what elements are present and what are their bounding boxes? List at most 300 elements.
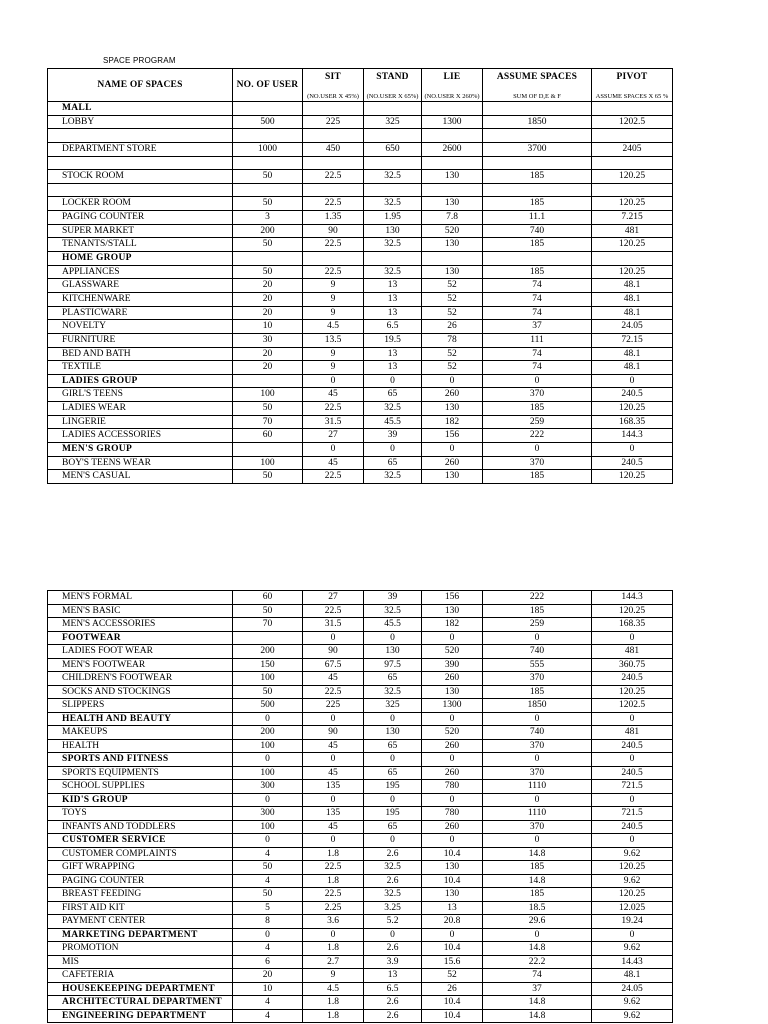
sit-cell: 0 bbox=[303, 375, 364, 389]
space-name-cell: ARCHITECTURAL DEPARTMENT bbox=[47, 996, 233, 1010]
table-row bbox=[47, 457, 673, 471]
assume-spaces-cell: 370 bbox=[483, 672, 592, 686]
assume-spaces-cell: 74 bbox=[483, 969, 592, 983]
sit-cell: 0 bbox=[303, 713, 364, 727]
stand-cell: 32.5 bbox=[364, 470, 422, 484]
assume-spaces-cell: 1850 bbox=[483, 116, 592, 130]
no-of-user-cell: 5 bbox=[233, 902, 303, 916]
table-row bbox=[47, 740, 673, 754]
no-of-user-cell: 200 bbox=[233, 726, 303, 740]
assume-spaces-cell bbox=[483, 129, 592, 143]
lie-cell: 10.4 bbox=[422, 996, 483, 1010]
sit-cell: 9 bbox=[303, 348, 364, 362]
no-of-user-cell: 100 bbox=[233, 767, 303, 781]
no-of-user-cell: 50 bbox=[233, 470, 303, 484]
header-assume-formula: SUM OF D,E & F bbox=[513, 93, 561, 100]
table-row bbox=[47, 170, 673, 184]
lie-cell: 520 bbox=[422, 726, 483, 740]
space-name-cell: MAKEUPS bbox=[47, 726, 233, 740]
space-name-cell: PAGING COUNTER bbox=[47, 875, 233, 889]
space-name-cell: GLASSWARE bbox=[47, 279, 233, 293]
stand-cell: 13 bbox=[364, 348, 422, 362]
pivot-cell: 0 bbox=[592, 713, 673, 727]
space-name-cell: LADIES GROUP bbox=[47, 375, 233, 389]
no-of-user-cell: 20 bbox=[233, 348, 303, 362]
space-name-cell: HOUSEKEEPING DEPARTMENT bbox=[47, 983, 233, 997]
no-of-user-cell: 500 bbox=[233, 699, 303, 713]
space-name-cell: TOYS bbox=[47, 807, 233, 821]
lie-cell: 0 bbox=[422, 713, 483, 727]
header-assume-spaces bbox=[483, 69, 592, 101]
space-name-cell: SCHOOL SUPPLIES bbox=[47, 780, 233, 794]
stand-cell: 0 bbox=[364, 375, 422, 389]
assume-spaces-cell: 74 bbox=[483, 307, 592, 321]
lie-cell: 0 bbox=[422, 834, 483, 848]
no-of-user-cell: 150 bbox=[233, 659, 303, 673]
lie-cell: 130 bbox=[422, 861, 483, 875]
sit-cell: 22.5 bbox=[303, 686, 364, 700]
stand-cell: 6.5 bbox=[364, 983, 422, 997]
sit-cell: 135 bbox=[303, 780, 364, 794]
lie-cell: 1300 bbox=[422, 699, 483, 713]
page-title: SPACE PROGRAM bbox=[103, 56, 176, 65]
lie-cell: 26 bbox=[422, 983, 483, 997]
lie-cell bbox=[422, 102, 483, 116]
lie-cell: 2600 bbox=[422, 143, 483, 157]
table-row bbox=[47, 416, 673, 430]
assume-spaces-cell: 0 bbox=[483, 834, 592, 848]
stand-cell: 2.6 bbox=[364, 875, 422, 889]
no-of-user-cell bbox=[233, 184, 303, 198]
no-of-user-cell: 70 bbox=[233, 618, 303, 632]
pivot-cell: 120.25 bbox=[592, 266, 673, 280]
assume-spaces-cell: 0 bbox=[483, 713, 592, 727]
space-name-cell: GIRL'S TEENS bbox=[47, 388, 233, 402]
no-of-user-cell: 50 bbox=[233, 402, 303, 416]
no-of-user-cell: 10 bbox=[233, 320, 303, 334]
pivot-cell: 721.5 bbox=[592, 807, 673, 821]
pivot-cell: 240.5 bbox=[592, 740, 673, 754]
stand-cell: 1.95 bbox=[364, 211, 422, 225]
lie-cell: 130 bbox=[422, 686, 483, 700]
space-name-cell: CHILDREN'S FOOTWEAR bbox=[47, 672, 233, 686]
space-name-cell: TEXTILE bbox=[47, 361, 233, 375]
space-name-cell: MEN'S GROUP bbox=[47, 443, 233, 457]
assume-spaces-cell: 14.8 bbox=[483, 848, 592, 862]
group-heading-row bbox=[47, 929, 673, 943]
pivot-cell: 48.1 bbox=[592, 307, 673, 321]
header-users-label: NO. OF USER bbox=[236, 80, 299, 90]
assume-spaces-cell: 14.8 bbox=[483, 1010, 592, 1024]
space-name-cell: SPORTS EQUIPMENTS bbox=[47, 767, 233, 781]
no-of-user-cell: 100 bbox=[233, 388, 303, 402]
sit-cell: 9 bbox=[303, 969, 364, 983]
sit-cell bbox=[303, 157, 364, 171]
table-row bbox=[47, 348, 673, 362]
pivot-cell: 120.25 bbox=[592, 238, 673, 252]
stand-cell bbox=[364, 129, 422, 143]
stand-cell: 65 bbox=[364, 821, 422, 835]
assume-spaces-cell: 0 bbox=[483, 794, 592, 808]
header-lie bbox=[422, 69, 483, 101]
assume-spaces-cell: 370 bbox=[483, 457, 592, 471]
sit-cell: 1.8 bbox=[303, 1010, 364, 1024]
assume-spaces-cell: 185 bbox=[483, 170, 592, 184]
pivot-cell: 0 bbox=[592, 375, 673, 389]
lie-cell: 182 bbox=[422, 416, 483, 430]
header-sit-formula: (NO.USER X 45%) bbox=[307, 93, 359, 100]
lie-cell: 0 bbox=[422, 753, 483, 767]
table-row bbox=[47, 672, 673, 686]
assume-spaces-cell: 740 bbox=[483, 726, 592, 740]
stand-cell bbox=[364, 157, 422, 171]
pivot-cell: 1202.5 bbox=[592, 116, 673, 130]
stand-cell: 650 bbox=[364, 143, 422, 157]
pivot-cell: 9.62 bbox=[592, 1010, 673, 1024]
sit-cell: 9 bbox=[303, 279, 364, 293]
lie-cell: 390 bbox=[422, 659, 483, 673]
table-row bbox=[47, 429, 673, 443]
table-row bbox=[47, 902, 673, 916]
table-row bbox=[47, 767, 673, 781]
lie-cell: 130 bbox=[422, 605, 483, 619]
pivot-cell bbox=[592, 252, 673, 266]
no-of-user-cell: 60 bbox=[233, 429, 303, 443]
stand-cell: 0 bbox=[364, 794, 422, 808]
lie-cell: 52 bbox=[422, 293, 483, 307]
lie-cell: 130 bbox=[422, 470, 483, 484]
sit-cell bbox=[303, 129, 364, 143]
assume-spaces-cell: 74 bbox=[483, 279, 592, 293]
lie-cell: 130 bbox=[422, 266, 483, 280]
stand-cell: 39 bbox=[364, 429, 422, 443]
stand-cell: 13 bbox=[364, 361, 422, 375]
lie-cell: 10.4 bbox=[422, 1010, 483, 1024]
pivot-cell: 48.1 bbox=[592, 348, 673, 362]
no-of-user-cell: 0 bbox=[233, 713, 303, 727]
lie-cell: 156 bbox=[422, 429, 483, 443]
lie-cell: 182 bbox=[422, 618, 483, 632]
space-name-cell: LADIES FOOT WEAR bbox=[47, 645, 233, 659]
lie-cell: 780 bbox=[422, 780, 483, 794]
group-heading-row bbox=[47, 1010, 673, 1024]
pivot-cell bbox=[592, 102, 673, 116]
sit-cell: 13.5 bbox=[303, 334, 364, 348]
pivot-cell: 144.3 bbox=[592, 591, 673, 605]
assume-spaces-cell: 0 bbox=[483, 753, 592, 767]
no-of-user-cell: 70 bbox=[233, 416, 303, 430]
pivot-cell: 120.25 bbox=[592, 861, 673, 875]
header-sit bbox=[303, 69, 364, 101]
no-of-user-cell: 20 bbox=[233, 279, 303, 293]
no-of-user-cell: 200 bbox=[233, 645, 303, 659]
pivot-cell: 0 bbox=[592, 443, 673, 457]
assume-spaces-cell: 14.8 bbox=[483, 942, 592, 956]
no-of-user-cell bbox=[233, 102, 303, 116]
table-row bbox=[47, 402, 673, 416]
pivot-cell: 48.1 bbox=[592, 361, 673, 375]
table-row bbox=[47, 699, 673, 713]
lie-cell bbox=[422, 129, 483, 143]
assume-spaces-cell: 1850 bbox=[483, 699, 592, 713]
assume-spaces-cell: 185 bbox=[483, 888, 592, 902]
no-of-user-cell: 100 bbox=[233, 821, 303, 835]
assume-spaces-cell: 111 bbox=[483, 334, 592, 348]
sit-cell: 4.5 bbox=[303, 983, 364, 997]
space-name-cell: KID'S GROUP bbox=[47, 794, 233, 808]
table-row bbox=[47, 726, 673, 740]
no-of-user-cell: 100 bbox=[233, 672, 303, 686]
space-name-cell: MEN'S FORMAL bbox=[47, 591, 233, 605]
assume-spaces-cell: 185 bbox=[483, 197, 592, 211]
lie-cell: 1300 bbox=[422, 116, 483, 130]
space-name-cell: LINGERIE bbox=[47, 416, 233, 430]
pivot-cell: 120.25 bbox=[592, 170, 673, 184]
sit-cell bbox=[303, 184, 364, 198]
pivot-cell: 240.5 bbox=[592, 767, 673, 781]
space-name-cell: BREAST FEEDING bbox=[47, 888, 233, 902]
sit-cell: 22.5 bbox=[303, 888, 364, 902]
table-row bbox=[47, 659, 673, 673]
group-heading-row bbox=[47, 102, 673, 116]
sit-cell: 225 bbox=[303, 699, 364, 713]
pivot-cell: 9.62 bbox=[592, 875, 673, 889]
stand-cell: 39 bbox=[364, 591, 422, 605]
table-row bbox=[47, 848, 673, 862]
pivot-cell: 12.025 bbox=[592, 902, 673, 916]
lie-cell: 130 bbox=[422, 402, 483, 416]
assume-spaces-cell: 185 bbox=[483, 402, 592, 416]
stand-cell: 32.5 bbox=[364, 888, 422, 902]
table-row bbox=[47, 807, 673, 821]
space-name-cell: SLIPPERS bbox=[47, 699, 233, 713]
table-row bbox=[47, 307, 673, 321]
pivot-cell: 7.215 bbox=[592, 211, 673, 225]
no-of-user-cell: 0 bbox=[233, 794, 303, 808]
sit-cell: 45 bbox=[303, 821, 364, 835]
stand-cell: 65 bbox=[364, 388, 422, 402]
sit-cell: 450 bbox=[303, 143, 364, 157]
pivot-cell bbox=[592, 129, 673, 143]
table-row bbox=[47, 320, 673, 334]
space-name-cell: PAGING COUNTER bbox=[47, 211, 233, 225]
stand-cell: 97.5 bbox=[364, 659, 422, 673]
no-of-user-cell: 50 bbox=[233, 605, 303, 619]
stand-cell: 325 bbox=[364, 116, 422, 130]
header-no-of-user bbox=[233, 69, 303, 101]
stand-cell bbox=[364, 184, 422, 198]
stand-cell: 130 bbox=[364, 726, 422, 740]
assume-spaces-cell: 0 bbox=[483, 929, 592, 943]
table-row bbox=[47, 388, 673, 402]
pivot-cell: 168.35 bbox=[592, 618, 673, 632]
space-name-cell: CAFETERIA bbox=[47, 969, 233, 983]
pivot-cell: 1202.5 bbox=[592, 699, 673, 713]
space-name-cell: PLASTICWARE bbox=[47, 307, 233, 321]
lie-cell: 520 bbox=[422, 225, 483, 239]
assume-spaces-cell: 740 bbox=[483, 225, 592, 239]
lie-cell: 0 bbox=[422, 375, 483, 389]
sit-cell: 3.6 bbox=[303, 915, 364, 929]
space-name-cell bbox=[47, 184, 233, 198]
assume-spaces-cell: 222 bbox=[483, 429, 592, 443]
stand-cell: 2.6 bbox=[364, 1010, 422, 1024]
lie-cell: 52 bbox=[422, 348, 483, 362]
pivot-cell: 48.1 bbox=[592, 279, 673, 293]
table-row bbox=[47, 334, 673, 348]
lie-cell bbox=[422, 184, 483, 198]
pivot-cell: 9.62 bbox=[592, 848, 673, 862]
sit-cell: 9 bbox=[303, 307, 364, 321]
no-of-user-cell: 20 bbox=[233, 307, 303, 321]
sit-cell: 0 bbox=[303, 443, 364, 457]
no-of-user-cell: 50 bbox=[233, 197, 303, 211]
stand-cell bbox=[364, 102, 422, 116]
sit-cell: 135 bbox=[303, 807, 364, 821]
stand-cell: 2.6 bbox=[364, 848, 422, 862]
space-name-cell: STOCK ROOM bbox=[47, 170, 233, 184]
no-of-user-cell: 50 bbox=[233, 686, 303, 700]
assume-spaces-cell: 185 bbox=[483, 605, 592, 619]
space-name-cell: LADIES ACCESSORIES bbox=[47, 429, 233, 443]
lie-cell: 780 bbox=[422, 807, 483, 821]
space-name-cell: GIFT WRAPPING bbox=[47, 861, 233, 875]
table-body bbox=[47, 102, 673, 484]
no-of-user-cell: 4 bbox=[233, 848, 303, 862]
table-row bbox=[47, 915, 673, 929]
table-row bbox=[47, 888, 673, 902]
stand-cell: 130 bbox=[364, 645, 422, 659]
assume-spaces-cell: 18.5 bbox=[483, 902, 592, 916]
sit-cell: 22.5 bbox=[303, 197, 364, 211]
stand-cell: 130 bbox=[364, 225, 422, 239]
assume-spaces-cell: 185 bbox=[483, 470, 592, 484]
assume-spaces-cell: 0 bbox=[483, 443, 592, 457]
space-name-cell: LOBBY bbox=[47, 116, 233, 130]
no-of-user-cell: 50 bbox=[233, 170, 303, 184]
no-of-user-cell: 4 bbox=[233, 942, 303, 956]
assume-spaces-cell: 74 bbox=[483, 361, 592, 375]
group-heading-row bbox=[47, 996, 673, 1010]
lie-cell: 10.4 bbox=[422, 875, 483, 889]
blank-row bbox=[47, 184, 673, 198]
stand-cell: 32.5 bbox=[364, 605, 422, 619]
pivot-cell: 168.35 bbox=[592, 416, 673, 430]
table-header-row bbox=[47, 68, 673, 102]
sit-cell: 27 bbox=[303, 591, 364, 605]
lie-cell: 0 bbox=[422, 443, 483, 457]
assume-spaces-cell: 0 bbox=[483, 632, 592, 646]
assume-spaces-cell: 370 bbox=[483, 388, 592, 402]
table-row bbox=[47, 116, 673, 130]
no-of-user-cell bbox=[233, 157, 303, 171]
table-row bbox=[47, 225, 673, 239]
assume-spaces-cell: 740 bbox=[483, 645, 592, 659]
space-name-cell: SPORTS AND FITNESS bbox=[47, 753, 233, 767]
pivot-cell: 240.5 bbox=[592, 672, 673, 686]
header-name-of-spaces bbox=[47, 69, 233, 101]
pivot-cell: 240.5 bbox=[592, 457, 673, 471]
space-name-cell: PROMOTION bbox=[47, 942, 233, 956]
no-of-user-cell: 60 bbox=[233, 591, 303, 605]
header-pivot bbox=[592, 69, 673, 101]
lie-cell: 130 bbox=[422, 170, 483, 184]
pivot-cell: 0 bbox=[592, 794, 673, 808]
assume-spaces-cell: 370 bbox=[483, 767, 592, 781]
stand-cell: 45.5 bbox=[364, 416, 422, 430]
assume-spaces-cell bbox=[483, 102, 592, 116]
space-name-cell: APPLIANCES bbox=[47, 266, 233, 280]
pivot-cell: 72.15 bbox=[592, 334, 673, 348]
space-name-cell: MARKETING DEPARTMENT bbox=[47, 929, 233, 943]
stand-cell: 0 bbox=[364, 443, 422, 457]
pivot-cell: 721.5 bbox=[592, 780, 673, 794]
table-row bbox=[47, 956, 673, 970]
sit-cell: 0 bbox=[303, 753, 364, 767]
group-heading-row bbox=[47, 983, 673, 997]
lie-cell: 520 bbox=[422, 645, 483, 659]
no-of-user-cell: 200 bbox=[233, 225, 303, 239]
table-row bbox=[47, 211, 673, 225]
no-of-user-cell: 30 bbox=[233, 334, 303, 348]
sit-cell: 45 bbox=[303, 388, 364, 402]
pivot-cell: 14.43 bbox=[592, 956, 673, 970]
assume-spaces-cell: 3700 bbox=[483, 143, 592, 157]
lie-cell: 26 bbox=[422, 320, 483, 334]
assume-spaces-cell: 259 bbox=[483, 416, 592, 430]
stand-cell: 2.6 bbox=[364, 942, 422, 956]
lie-cell bbox=[422, 252, 483, 266]
sit-cell: 45 bbox=[303, 457, 364, 471]
no-of-user-cell: 20 bbox=[233, 361, 303, 375]
sit-cell: 4.5 bbox=[303, 320, 364, 334]
assume-spaces-cell: 74 bbox=[483, 293, 592, 307]
sit-cell: 22.5 bbox=[303, 605, 364, 619]
pivot-cell: 48.1 bbox=[592, 969, 673, 983]
pivot-cell: 144.3 bbox=[592, 429, 673, 443]
stand-cell: 65 bbox=[364, 457, 422, 471]
header-assume-label: ASSUME SPACES bbox=[496, 72, 578, 82]
space-name-cell: LADIES WEAR bbox=[47, 402, 233, 416]
pivot-cell: 240.5 bbox=[592, 388, 673, 402]
pivot-cell bbox=[592, 184, 673, 198]
space-name-cell: FOOTWEAR bbox=[47, 632, 233, 646]
lie-cell: 260 bbox=[422, 767, 483, 781]
assume-spaces-cell: 555 bbox=[483, 659, 592, 673]
space-name-cell: MALL bbox=[47, 102, 233, 116]
assume-spaces-cell bbox=[483, 184, 592, 198]
table-row bbox=[47, 618, 673, 632]
lie-cell: 130 bbox=[422, 197, 483, 211]
pivot-cell: 0 bbox=[592, 834, 673, 848]
lie-cell: 15.6 bbox=[422, 956, 483, 970]
lie-cell: 52 bbox=[422, 307, 483, 321]
assume-spaces-cell: 29.6 bbox=[483, 915, 592, 929]
group-heading-row bbox=[47, 632, 673, 646]
no-of-user-cell: 4 bbox=[233, 1010, 303, 1024]
no-of-user-cell bbox=[233, 129, 303, 143]
space-name-cell: HOME GROUP bbox=[47, 252, 233, 266]
lie-cell: 260 bbox=[422, 672, 483, 686]
lie-cell: 130 bbox=[422, 238, 483, 252]
assume-spaces-cell: 74 bbox=[483, 348, 592, 362]
header-pivot-formula: ASSUME SPACES X 65 % bbox=[595, 93, 669, 100]
assume-spaces-cell: 185 bbox=[483, 861, 592, 875]
pivot-cell: 24.05 bbox=[592, 983, 673, 997]
pivot-cell: 2405 bbox=[592, 143, 673, 157]
no-of-user-cell bbox=[233, 375, 303, 389]
pivot-cell: 0 bbox=[592, 632, 673, 646]
